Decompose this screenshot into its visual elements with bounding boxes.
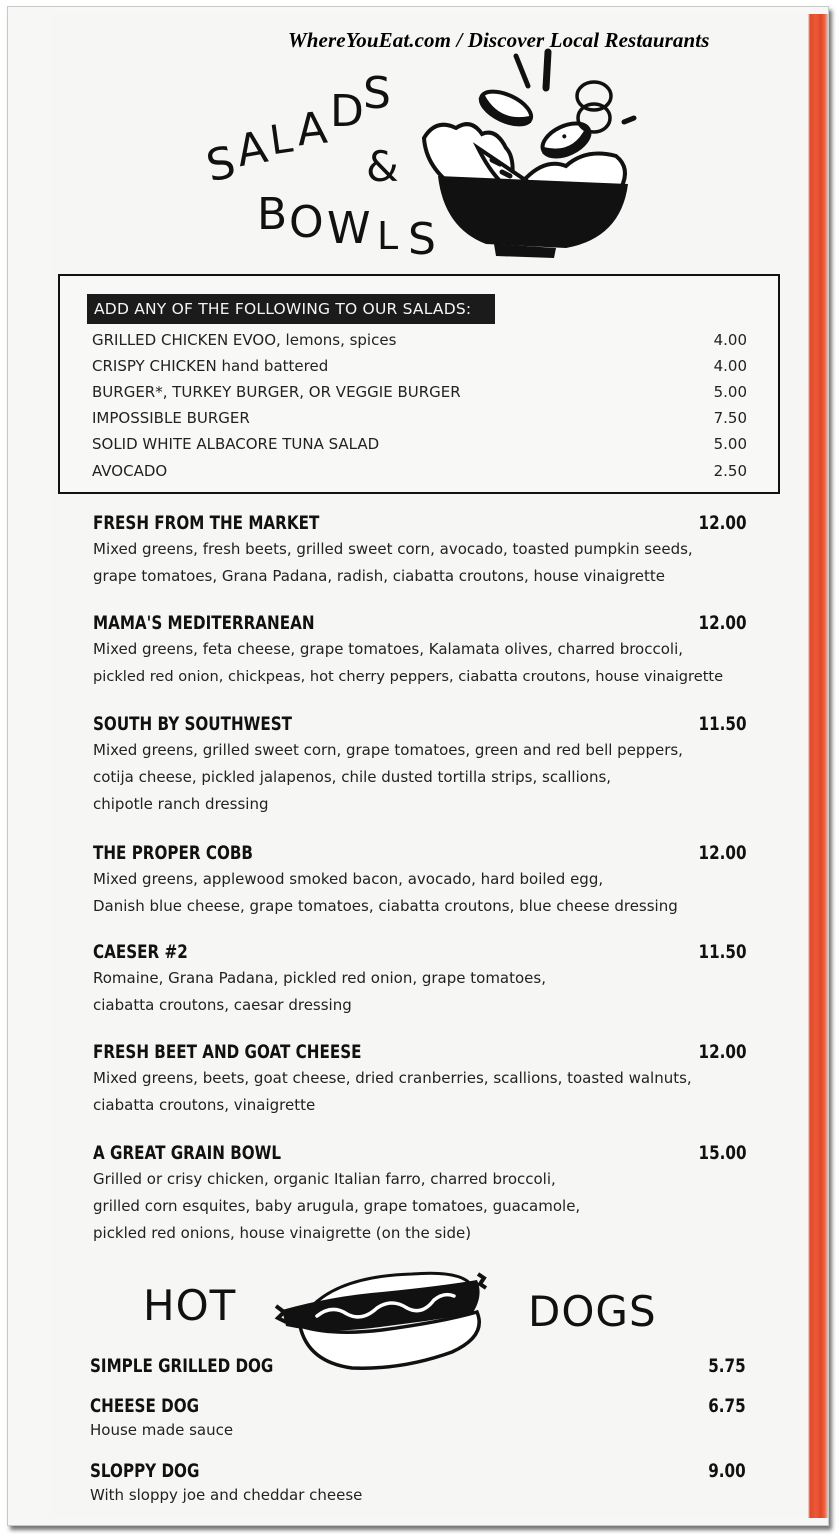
item-name: A GREAT GRAIN BOWL — [93, 1143, 282, 1164]
salad-bowl-icon — [416, 48, 641, 258]
addon-name: BURGER*, TURKEY BURGER, OR VEGGIE BURGER — [92, 383, 461, 401]
item-price: 5.75 — [708, 1356, 746, 1377]
desc-line: Romaine, Grana Padana, pickled red onion, grape tomatoes, — [93, 969, 546, 987]
item-price: 11.50 — [699, 942, 747, 963]
menu-item-sloppy-dog — [90, 1461, 746, 1506]
desc-line: House made sauce — [90, 1421, 234, 1439]
item-price: 12.00 — [699, 1042, 747, 1063]
item-name: SIMPLE GRILLED DOG — [90, 1356, 274, 1377]
addon-price: 4.00 — [713, 331, 747, 349]
item-name: SOUTH BY SOUTHWEST — [93, 714, 293, 735]
menu-item-a-great-grain-bowl — [93, 1143, 747, 1247]
addon-name: IMPOSSIBLE BURGER — [92, 409, 250, 427]
item-price: 9.00 — [708, 1461, 746, 1482]
item-description — [93, 1166, 747, 1247]
desc-line: Danish blue cheese, grape tomatoes, ciabatta croutons, blue cheese dressing — [93, 897, 678, 915]
desc-line: With sloppy joe and cheddar cheese — [90, 1486, 363, 1504]
title-letter: S — [408, 214, 436, 265]
addons-header: ADD ANY OF THE FOLLOWING TO OUR SALADS: — [87, 294, 495, 324]
title-hot: HOT — [143, 1281, 237, 1330]
item-price: 12.00 — [699, 613, 747, 634]
item-price: 15.00 — [699, 1143, 747, 1164]
title-letter: L — [377, 214, 399, 258]
item-name: THE PROPER COBB — [93, 843, 253, 864]
menu-item-fresh-beet-and-goat-cheese — [93, 1042, 747, 1119]
title-letter: D — [330, 86, 364, 137]
menu-item-fresh-from-the-market — [93, 513, 747, 590]
addon-price: 7.50 — [713, 409, 747, 427]
desc-line: grilled corn esquites, baby arugula, grape tomatoes, guacamole, — [93, 1197, 581, 1215]
addon-price: 5.00 — [713, 435, 747, 453]
title-letter: L — [266, 115, 296, 165]
addon-row — [92, 435, 747, 453]
desc-line: grape tomatoes, Grana Padana, radish, ciabatta croutons, house vinaigrette — [93, 567, 665, 585]
desc-line: ciabatta croutons, vinaigrette — [93, 1096, 316, 1114]
item-description — [93, 965, 747, 1019]
desc-line: pickled red onions, house vinaigrette (on the side) — [93, 1224, 472, 1242]
addon-name: GRILLED CHICKEN EVOO, lemons, spices — [92, 331, 397, 349]
addon-price: 4.00 — [713, 357, 747, 375]
addon-row — [92, 409, 747, 427]
desc-line: cotija cheese, pickled jalapenos, chile dusted tortilla strips, scallions, — [93, 768, 612, 786]
title-letter: O — [289, 197, 324, 248]
title-letter: S — [363, 68, 391, 119]
item-name: CAESER #2 — [93, 942, 188, 963]
addon-name: CRISPY CHICKEN hand battered — [92, 357, 329, 375]
title-letter: A — [294, 102, 330, 157]
item-name: CHEESE DOG — [90, 1396, 200, 1417]
addon-row — [92, 331, 747, 349]
title-letter: A — [232, 121, 272, 178]
orange-page-edge — [808, 14, 828, 1518]
item-description — [93, 866, 747, 920]
title-letter: B — [257, 189, 288, 240]
desc-line: pickled red onion, chickpeas, hot cherry peppers, ciabatta croutons, house vinaigrette — [93, 668, 724, 685]
addon-price: 2.50 — [713, 462, 747, 480]
addons-box — [58, 274, 780, 494]
addon-row — [92, 462, 747, 480]
item-price: 11.50 — [699, 714, 747, 735]
desc-line: Mixed greens, grilled sweet corn, grape tomatoes, green and red bell peppers, — [93, 741, 683, 759]
title-letter: W — [327, 203, 371, 254]
addon-name: AVOCADO — [92, 462, 168, 480]
menu-item-south-by-southwest — [93, 714, 747, 818]
desc-line: Mixed greens, feta cheese, grape tomatoes, Kalamata olives, charred broccoli, — [93, 640, 684, 658]
item-description — [93, 636, 747, 690]
title-dogs: DOGS — [528, 1287, 657, 1336]
desc-line: Mixed greens, fresh beets, grilled sweet corn, avocado, toasted pumpkin seeds, — [93, 540, 693, 558]
item-price: 12.00 — [699, 513, 747, 534]
menu-item-simple-grilled-dog — [90, 1356, 746, 1377]
title-letter: S — [201, 136, 240, 193]
site-watermark: WhereYouEat.com / Discover Local Restaurants — [288, 28, 710, 52]
menu-item-the-proper-cobb — [93, 843, 747, 920]
menu-item-mamas-mediterranean — [93, 613, 747, 690]
addon-price: 5.00 — [713, 383, 747, 401]
item-description — [93, 1065, 747, 1119]
title-ampersand: & — [366, 142, 399, 191]
desc-line: Mixed greens, applewood smoked bacon, avocado, hard boiled egg, — [93, 870, 604, 888]
desc-line: chipotle ranch dressing — [93, 795, 269, 813]
item-description — [93, 737, 747, 818]
item-name: FRESH FROM THE MARKET — [93, 513, 320, 534]
item-description — [93, 536, 747, 590]
desc-line: Grilled or crisy chicken, organic Italian farro, charred broccoli, — [93, 1170, 556, 1188]
item-price: 12.00 — [699, 843, 747, 864]
item-name: FRESH BEET AND GOAT CHEESE — [93, 1042, 362, 1063]
item-description — [90, 1419, 746, 1441]
desc-line: Mixed greens, beets, goat cheese, dried cranberries, scallions, toasted walnuts, — [93, 1069, 692, 1087]
item-price: 6.75 — [708, 1396, 746, 1417]
addon-row — [92, 357, 747, 375]
item-description — [90, 1484, 746, 1506]
item-name: MAMA'S MEDITERRANEAN — [93, 613, 315, 634]
item-name: SLOPPY DOG — [90, 1461, 200, 1482]
menu-item-caeser-2 — [93, 942, 747, 1019]
addon-row — [92, 383, 747, 401]
addon-name: SOLID WHITE ALBACORE TUNA SALAD — [92, 435, 380, 453]
menu-item-cheese-dog — [90, 1396, 746, 1441]
desc-line: ciabatta croutons, caesar dressing — [93, 996, 352, 1014]
